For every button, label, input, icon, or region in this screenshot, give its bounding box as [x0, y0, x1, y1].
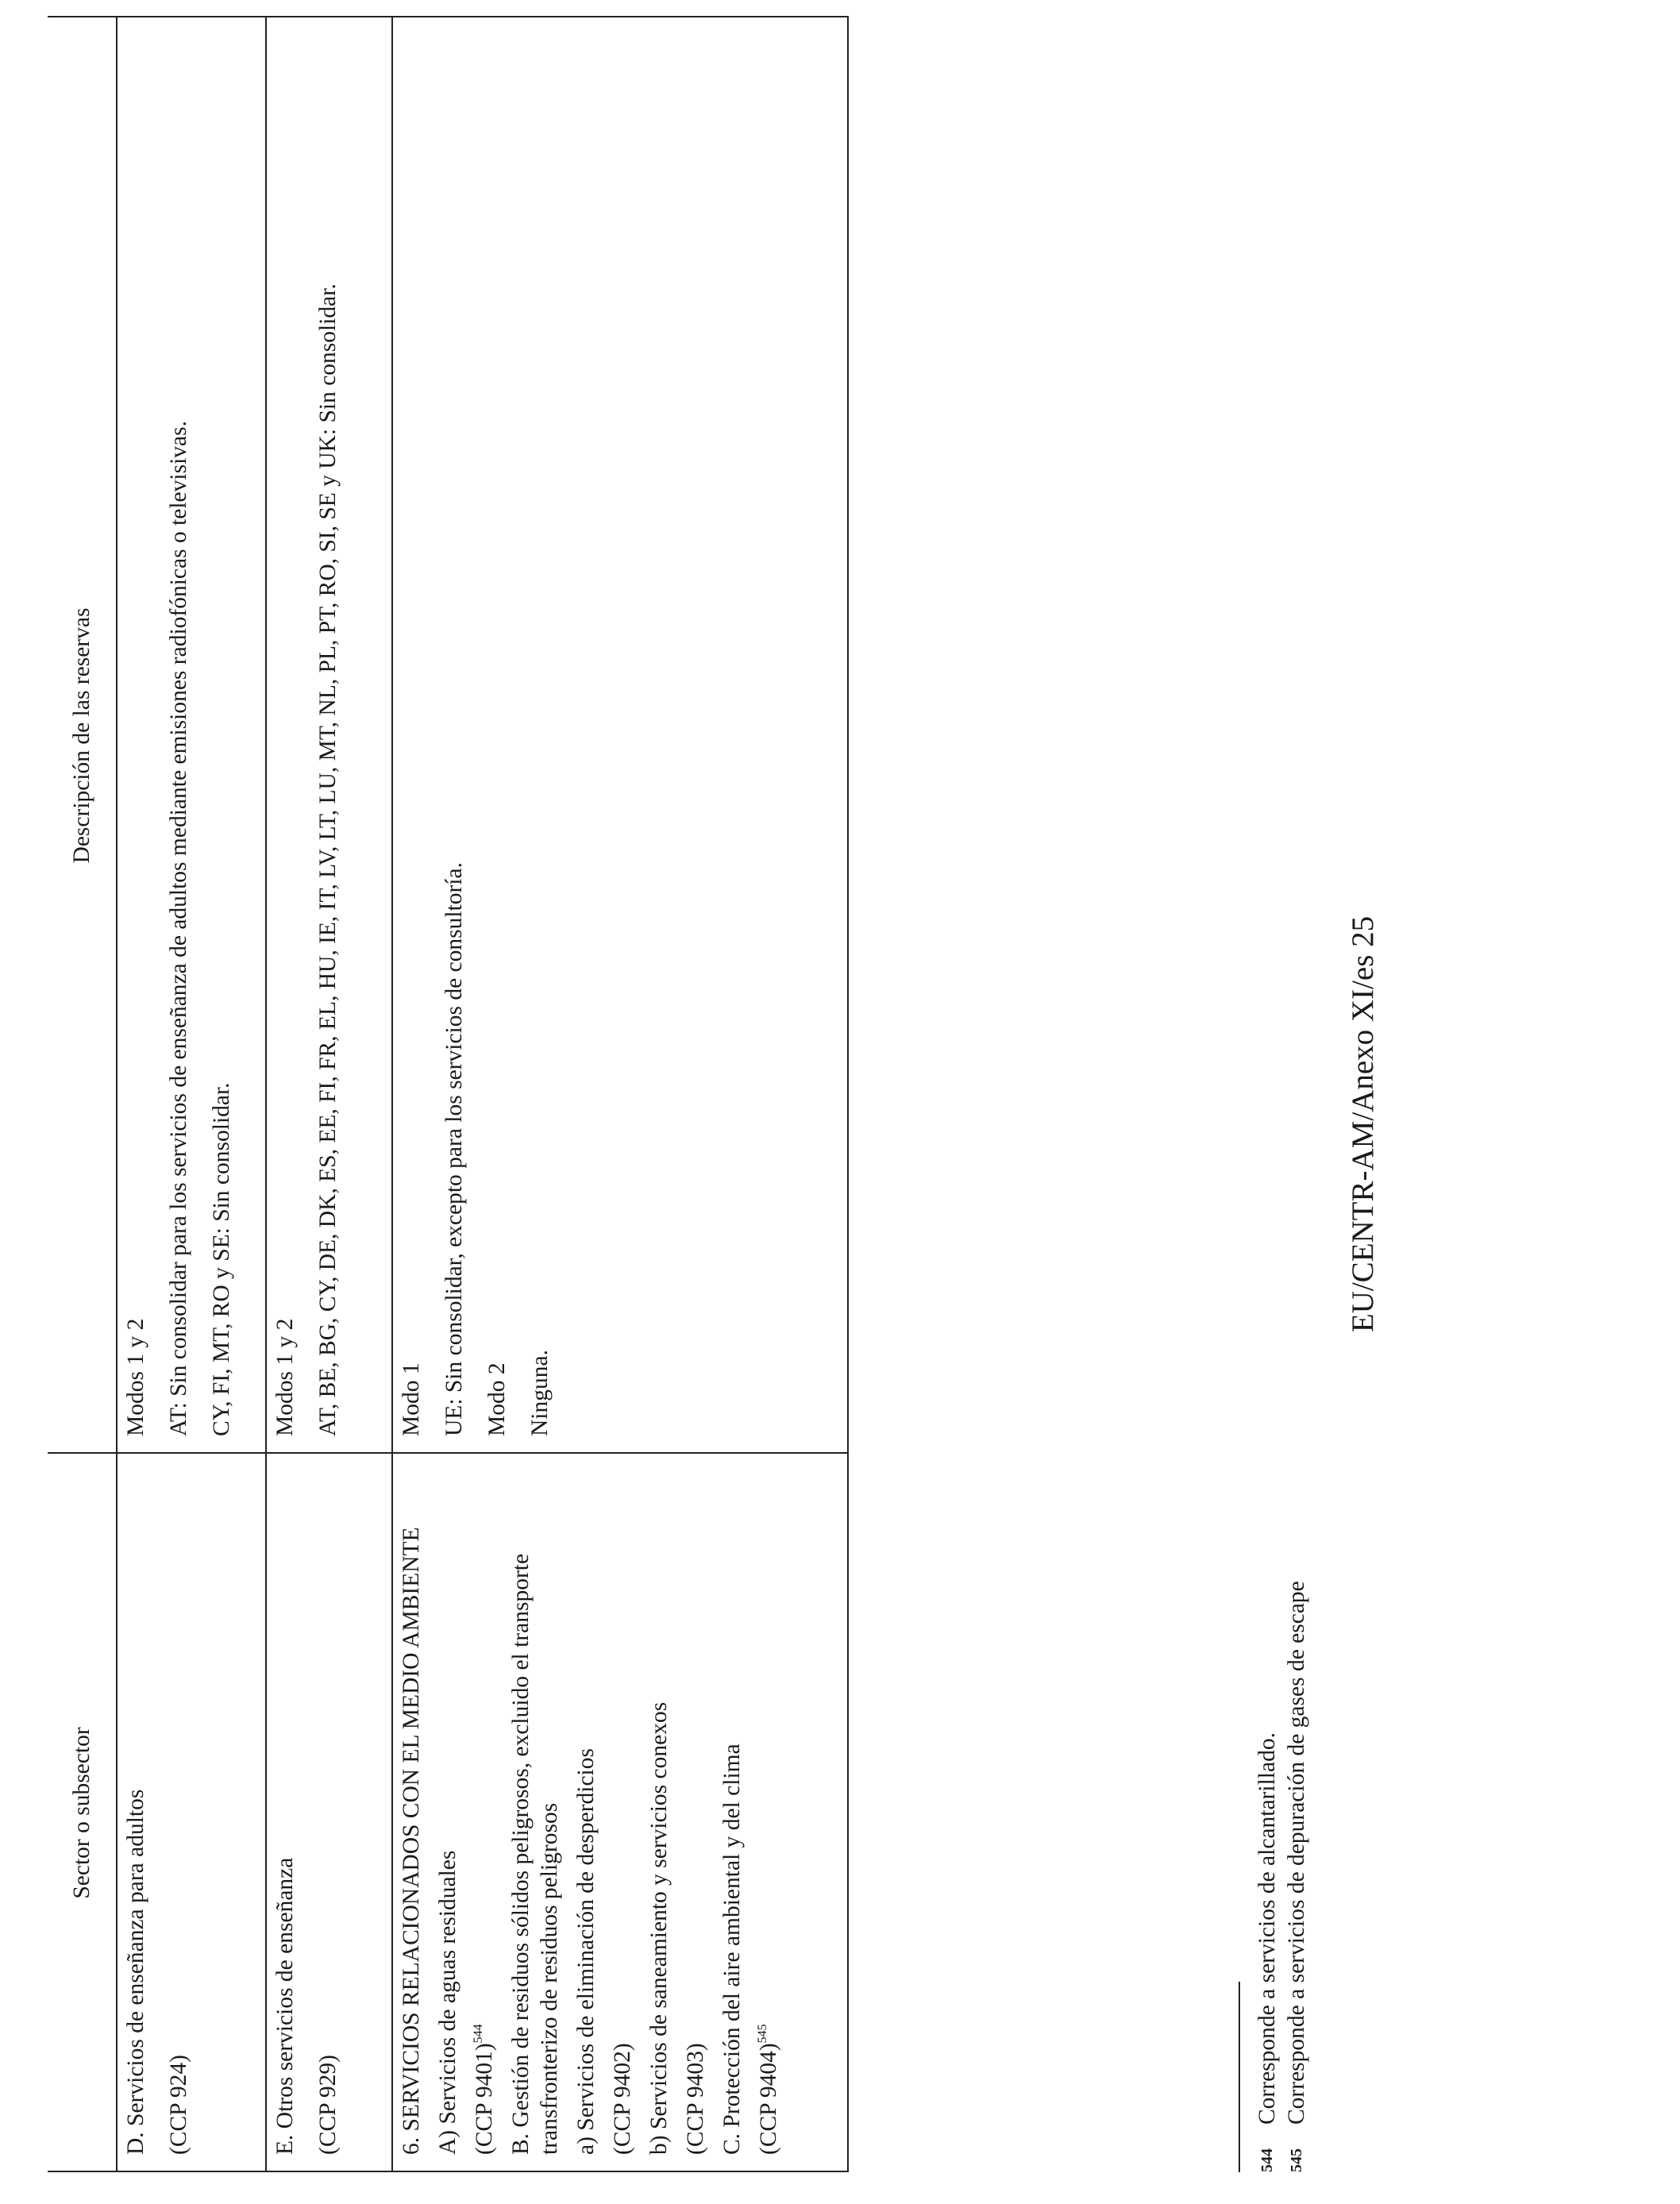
sector-title: E. Otros servicios de enseñanza	[272, 1857, 298, 2155]
sector-item: C. Protección del aire ambiental y del clima	[719, 1744, 745, 2155]
description-line: Modos 1 y 2	[272, 1318, 298, 1436]
description-line: Ninguna.	[526, 1350, 553, 1436]
sector-item: A) Servicios de aguas residuales	[434, 1850, 460, 2155]
description-cell	[266, 17, 392, 1453]
sector-title: D. Servicios de enseñanza para adultos	[123, 1789, 148, 2155]
description-line: AT: Sin consolidar para los servicios de enseñanza de adultos mediante emisiones radiofónicas o televisivas.	[165, 421, 191, 1436]
description-line: Modo 2	[484, 1362, 510, 1436]
footnote-number: 545	[1287, 2148, 1305, 2172]
sector-code: (CCP 9403)	[682, 2043, 708, 2155]
description-line: AT, BE, BG, CY, DE, DK, ES, EE, FI, FR, EL, HU, IE, IT, LV, LT, LU, MT, NL, PL, PT, RO, SI, SE y UK: Sin consolidar.	[314, 283, 341, 1436]
sector-code-text: (CCP 9404)	[755, 2043, 781, 2155]
sector-code: (CCP 929)	[314, 2055, 341, 2155]
description-line: UE: Sin consolidar, excepto para los servicios de consultoría.	[441, 861, 467, 1436]
footnote-number: 544	[1258, 2148, 1276, 2172]
description-line: CY, FI, MT, RO y SE: Sin consolidar.	[208, 1082, 234, 1436]
sector-code	[755, 1471, 784, 2155]
description-cell	[392, 17, 848, 1453]
page-footer: EU/CENTR-AM/Anexo XI/es 25	[1346, 915, 1380, 1333]
sector-cell	[392, 1453, 848, 2171]
footnotes	[1239, 902, 1312, 2172]
sector-code-text: (CCP 9401)	[471, 2043, 497, 2155]
sector-code: (CCP 9402)	[609, 2043, 635, 2155]
description-line: Modo 1	[399, 1362, 424, 1436]
footnote	[1282, 902, 1312, 2172]
footnote-text: Corresponde a servicios de alcantarillado.	[1254, 1732, 1280, 2125]
footnote	[1253, 902, 1282, 2172]
footnote-rule	[1239, 1982, 1240, 2172]
sector-code	[471, 1471, 499, 2155]
table-row	[117, 17, 266, 2171]
table-row	[266, 17, 392, 2171]
footnote-ref: 545	[755, 2024, 769, 2044]
sector-item: B. Gestión de residuos sólidos peligrosos, excluido el transporte transfronterizo de residuos peligrosos	[507, 1553, 562, 2155]
sector-cell	[117, 1453, 266, 2171]
footnote-ref: 544	[471, 2024, 485, 2044]
reservations-table	[48, 16, 849, 2172]
sector-code: (CCP 924)	[165, 2055, 191, 2155]
table-row	[392, 17, 848, 2171]
description-cell	[117, 17, 266, 1453]
sector-item: a) Servicios de eliminación de desperdicios	[572, 1748, 599, 2155]
header-sector: Sector o subsector	[48, 1453, 117, 2171]
footnote-text: Corresponde a servicios de depuración de gases de escape	[1283, 1581, 1309, 2125]
table-header-row	[48, 17, 117, 2171]
sector-title: 6. SERVICIOS RELACIONADOS CON EL MEDIO AMBIENTE	[399, 1527, 424, 2155]
description-line: Modos 1 y 2	[123, 1318, 148, 1436]
header-description: Descripción de las reservas	[48, 17, 117, 1453]
sector-item: b) Servicios de saneamiento y servicios conexos	[645, 1701, 672, 2155]
sector-cell	[266, 1453, 392, 2171]
